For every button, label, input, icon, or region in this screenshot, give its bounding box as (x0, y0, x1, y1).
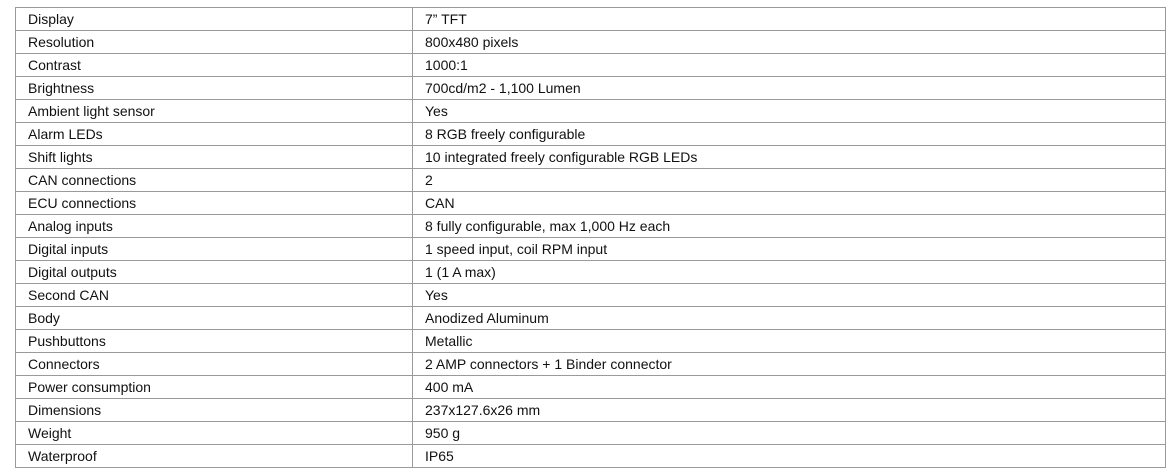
table-row (16, 77, 1166, 100)
spec-label: Power consumption (16, 376, 413, 399)
table-row (16, 422, 1166, 445)
table-row (16, 399, 1166, 422)
table-row (16, 376, 1166, 399)
table-row (16, 8, 1166, 31)
table-row (16, 307, 1166, 330)
spec-value: Metallic (413, 330, 1166, 353)
spec-label: CAN connections (16, 169, 413, 192)
spec-value: 950 g (413, 422, 1166, 445)
table-row (16, 238, 1166, 261)
spec-table-body (16, 8, 1166, 468)
spec-value: 2 (413, 169, 1166, 192)
spec-label: ECU connections (16, 192, 413, 215)
spec-value: Anodized Aluminum (413, 307, 1166, 330)
spec-label: Pushbuttons (16, 330, 413, 353)
spec-value: 237x127.6x26 mm (413, 399, 1166, 422)
spec-value: CAN (413, 192, 1166, 215)
table-row (16, 146, 1166, 169)
table-row (16, 54, 1166, 77)
spec-label: Second CAN (16, 284, 413, 307)
table-row (16, 330, 1166, 353)
spec-label: Resolution (16, 31, 413, 54)
table-row (16, 215, 1166, 238)
spec-label: Alarm LEDs (16, 123, 413, 146)
spec-label: Analog inputs (16, 215, 413, 238)
spec-value: 400 mA (413, 376, 1166, 399)
spec-label: Waterproof (16, 445, 413, 468)
spec-label: Weight (16, 422, 413, 445)
spec-value: 10 integrated freely configurable RGB LEDs (413, 146, 1166, 169)
spec-value: 7” TFT (413, 8, 1166, 31)
table-row (16, 31, 1166, 54)
spec-table (15, 7, 1166, 468)
spec-label: Dimensions (16, 399, 413, 422)
spec-value: 2 AMP connectors + 1 Binder connector (413, 353, 1166, 376)
table-row (16, 353, 1166, 376)
spec-label: Connectors (16, 353, 413, 376)
spec-value: 800x480 pixels (413, 31, 1166, 54)
table-row (16, 100, 1166, 123)
spec-label: Digital outputs (16, 261, 413, 284)
spec-label: Brightness (16, 77, 413, 100)
spec-value: 1000:1 (413, 54, 1166, 77)
table-row (16, 192, 1166, 215)
spec-label: Display (16, 8, 413, 31)
spec-table-container (15, 7, 1151, 468)
spec-value: 8 fully configurable, max 1,000 Hz each (413, 215, 1166, 238)
spec-value: Yes (413, 284, 1166, 307)
table-row (16, 169, 1166, 192)
table-row (16, 261, 1166, 284)
table-row (16, 445, 1166, 468)
spec-value: IP65 (413, 445, 1166, 468)
spec-label: Shift lights (16, 146, 413, 169)
table-row (16, 123, 1166, 146)
spec-label: Ambient light sensor (16, 100, 413, 123)
spec-label: Body (16, 307, 413, 330)
spec-value: 1 (1 A max) (413, 261, 1166, 284)
spec-label: Digital inputs (16, 238, 413, 261)
spec-value: Yes (413, 100, 1166, 123)
spec-value: 8 RGB freely configurable (413, 123, 1166, 146)
table-row (16, 284, 1166, 307)
spec-label: Contrast (16, 54, 413, 77)
spec-value: 1 speed input, coil RPM input (413, 238, 1166, 261)
spec-value: 700cd/m2 - 1,100 Lumen (413, 77, 1166, 100)
